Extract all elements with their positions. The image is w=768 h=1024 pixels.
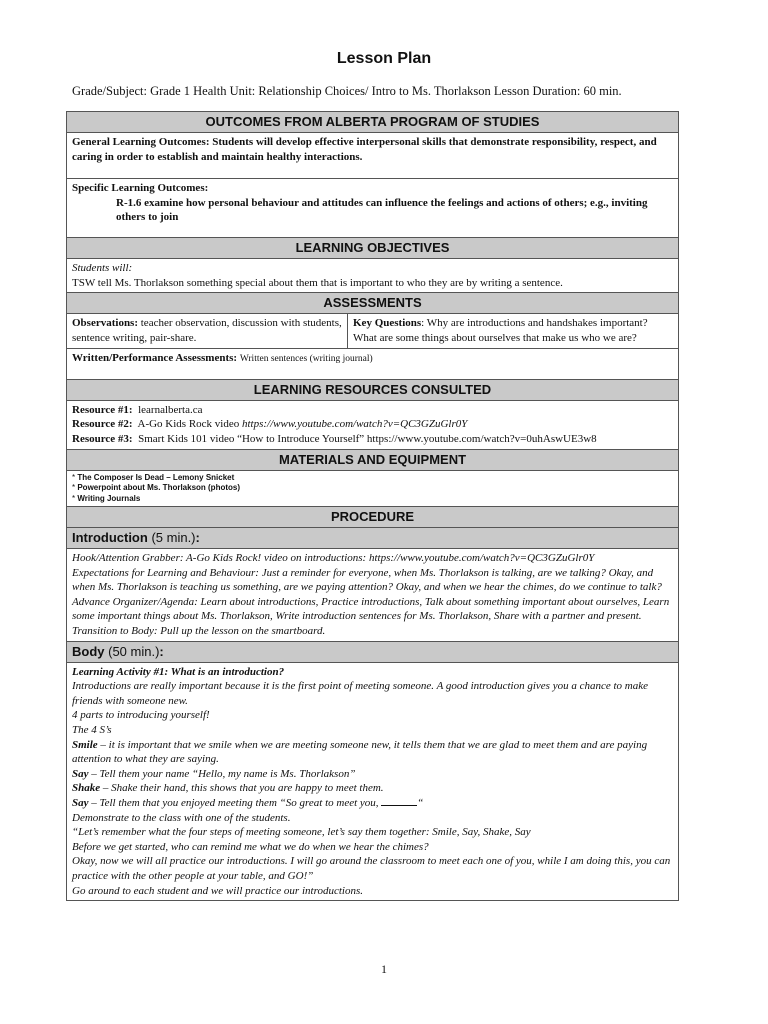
- say-again-step: [72, 796, 673, 811]
- body-line: Introductions are really important because it is the first point of meeting someone. A good introduction gives you a chance to make friends with someone new.: [72, 680, 648, 707]
- body-line: Go around to each student and we will practice our introductions.: [72, 884, 363, 897]
- objective-text: TSW tell Ms. Thorlakson something special about them that is important to who they are by writing a sentence.: [72, 276, 563, 289]
- body-line: 4 parts to introducing yourself!: [72, 709, 210, 722]
- key-questions-text-2: What are some things about ourselves that make us who we are?: [353, 332, 637, 345]
- specific-outcomes-label: Specific Learning Outcomes:: [72, 182, 209, 195]
- resource-2-text: A-Go Kids Rock video: [137, 418, 240, 431]
- body-header: [67, 642, 678, 663]
- resource-1: [72, 403, 673, 418]
- specific-outcomes-cell: [67, 179, 678, 238]
- written-assessments-label: Written/Performance Assessments:: [72, 352, 238, 365]
- material-item: * The Composer Is Dead – Lemony Snicket: [72, 473, 673, 484]
- introduction-cell: [67, 549, 678, 642]
- written-assessments-text: Written sentences (writing journal): [239, 354, 373, 365]
- written-assessments-cell: [67, 349, 678, 380]
- body-cell: [67, 663, 678, 902]
- materials-header: MATERIALS AND EQUIPMENT: [67, 450, 678, 471]
- observations-cell: [67, 314, 348, 348]
- body-line: “Let’s remember what the four steps of meeting someone, let’s say them together: Smile, Say, Shake, Say: [72, 826, 531, 839]
- key-questions-cell: [348, 314, 678, 348]
- observations-text: teacher observation, discussion with students, sentence writing, pair-share.: [72, 317, 342, 345]
- outcomes-header: OUTCOMES FROM ALBERTA PROGRAM OF STUDIES: [67, 112, 678, 133]
- body-colon: :: [159, 643, 164, 659]
- resource-3: [72, 432, 673, 447]
- body-line: Okay, now we will all practice our introductions. I will go around the classroom to meet each one of you, while I am doing this, you can practice with the other people at your table, and GO!”: [72, 855, 671, 882]
- materials-list: [67, 471, 678, 508]
- introduction-time: (5 min.): [151, 530, 196, 546]
- say-again-end: “: [417, 796, 424, 809]
- say-step: [72, 767, 673, 782]
- shake-text: – Shake their hand, this shows that you are happy to meet them.: [100, 782, 384, 795]
- say-text: – Tell them your name “Hello, my name is Ms. Thorlakson”: [88, 767, 356, 780]
- intro-expectations: Expectations for Learning and Behaviour: Just a reminder for everyone, when Ms. Thorlakson is talking, are we talking? Okay, and when Ms. Thorlakson is teaching us something, are we paying attention? Okay, and when we hear the chimes, do we continue to talk?: [72, 566, 662, 594]
- body-title: Body: [72, 643, 105, 659]
- resource-2-label: Resource #2:: [72, 418, 133, 431]
- smile-label: Smile: [72, 738, 98, 751]
- assessments-row: [67, 314, 678, 349]
- resources-header: LEARNING RESOURCES CONSULTED: [67, 380, 678, 401]
- resource-1-text: learnalberta.ca: [138, 403, 203, 416]
- general-outcomes-label: General Learning Outcomes:: [72, 136, 210, 148]
- introduction-colon: :: [195, 530, 200, 546]
- body-time: (50 min.): [108, 643, 160, 659]
- resources-cell: [67, 401, 678, 450]
- introduction-header: [67, 528, 678, 549]
- resource-3-label: Resource #3:: [72, 432, 133, 445]
- assessments-header: ASSESSMENTS: [67, 293, 678, 314]
- material-item: * Powerpoint about Ms. Thorlakson (photos): [72, 483, 673, 494]
- resource-1-label: Resource #1:: [72, 403, 133, 416]
- page-number: 1: [381, 962, 387, 976]
- introduction-title: Introduction: [72, 530, 148, 546]
- say-again-text: – Tell them that you enjoyed meeting them “So great to meet you,: [88, 796, 379, 809]
- students-will-label: Students will:: [72, 261, 133, 274]
- fill-in-blank: [381, 796, 417, 806]
- lesson-plan-table: [66, 111, 679, 901]
- smile-step: [72, 738, 673, 767]
- resource-2: [72, 417, 673, 432]
- specific-outcomes-text: R-1.6 examine how personal behaviour and attitudes can influence the feelings and actions of others; e.g., inviting others to join: [116, 196, 648, 224]
- resource-2-link[interactable]: https://www.youtube.com/watch?v=QC3GZuGlr0Y: [242, 418, 468, 431]
- smile-text: – it is important that we smile when we are meeting someone new, it tells them that we are glad to meet them and are paying attention to what they are saying.: [72, 738, 648, 766]
- intro-agenda: Advance Organizer/Agenda: Learn about introductions, Practice introductions, Talk about something important about ourselves, Learn some important things about Ms. Thorlakson, Write introduction sentences for Ms. Thorlakson, Share with a partner and present.: [72, 595, 670, 623]
- body-line: Before we get started, who can remind me what we do when we hear the chimes?: [72, 840, 429, 853]
- observations-label: Observations:: [72, 317, 138, 330]
- resource-3-text[interactable]: Smart Kids 101 video “How to Introduce Yourself” https://www.youtube.com/watch?v=0uhAswUE3w8: [138, 432, 597, 445]
- page-title: Lesson Plan: [336, 50, 432, 67]
- shake-label: Shake: [72, 782, 101, 795]
- body-line: Demonstrate to the class with one of the students.: [72, 811, 291, 824]
- key-questions-text: : Why are introductions and handshakes important?: [421, 317, 648, 330]
- say-label: Say: [72, 767, 89, 780]
- body-line: The 4 S’s: [72, 723, 112, 736]
- intro-hook: Hook/Attention Grabber: A-Go Kids Rock! video on introductions: https://www.youtube.com/watch?v=QC3GZuGlr0Y: [72, 552, 595, 565]
- key-questions-label: Key Questions: [353, 317, 422, 330]
- general-outcomes-text: Students will develop effective interpersonal skills that demonstrate responsibility, respect, and caring in order to establish and maintain healthy interactions.: [72, 136, 657, 163]
- lesson-info-line: Grade/Subject: Grade 1 Health Unit: Relationship Choices/ Intro to Ms. Thorlakson Lesson Duration: 60 min.: [72, 84, 622, 98]
- objectives-cell: [67, 259, 678, 293]
- say-again-label: Say: [72, 796, 89, 809]
- activity-title: Learning Activity #1: What is an introduction?: [72, 665, 285, 678]
- material-item: * Writing Journals: [72, 494, 673, 505]
- objectives-header: LEARNING OBJECTIVES: [67, 238, 678, 259]
- shake-step: [72, 781, 673, 796]
- general-outcomes-cell: [67, 133, 678, 179]
- intro-transition: Transition to Body: Pull up the lesson on the smartboard.: [72, 625, 326, 637]
- procedure-header: PROCEDURE: [67, 507, 678, 528]
